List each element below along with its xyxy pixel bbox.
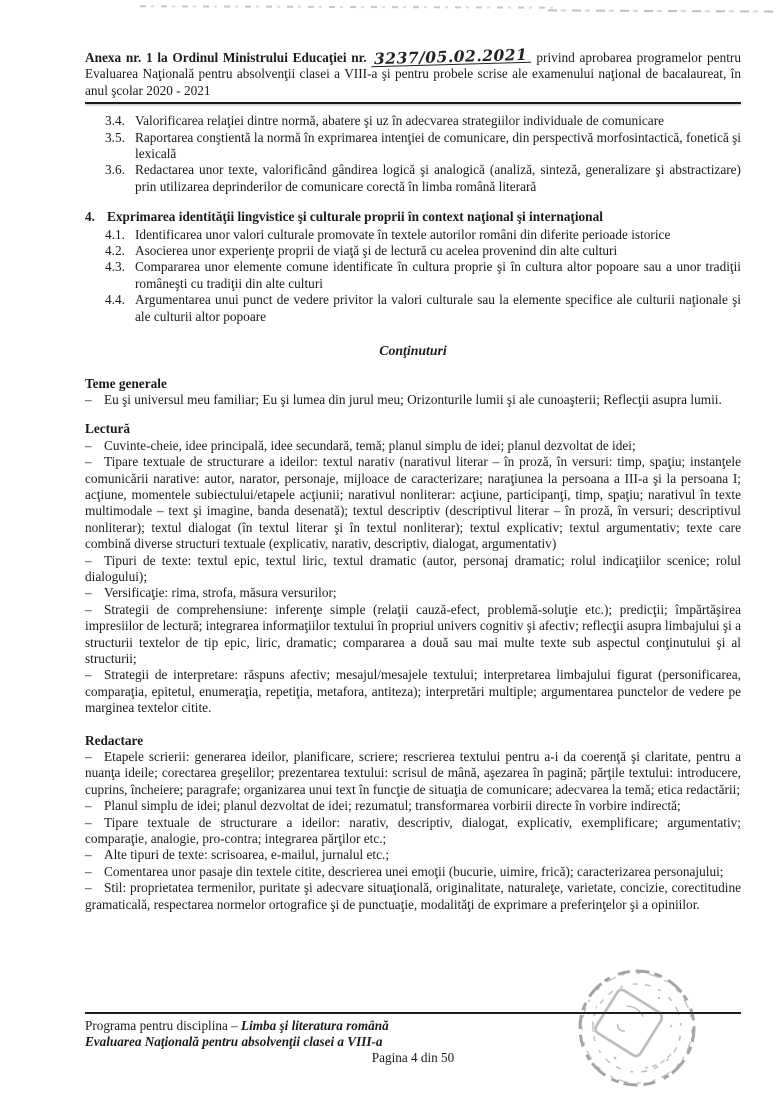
objective-item <box>85 130 741 163</box>
section-heading-teme-generale: Teme generale <box>85 375 167 391</box>
bullet-text: Comentarea unor pasaje din textele citite, descrierea unei emoţii (bucurie, uimire, frică); caracterizarea personajului; <box>104 863 724 879</box>
bullet-text: Tipare textuale de structurare a ideilor: textul narativ (narativul literar – în proză, în versuri: timp, spaţiu; instanţele comunicării narative: autor, narator, personaje, mijloace de caracterizare; naraţiunea la persoana a III-a şi la persoana I; acţiune, momentele subiectului/etapele acţiunii; narativul nonliterar: acţiune, participanţi, timp, spaţiu; narativul în texte multimodale – text şi imagine, banda desenată); textul descriptiv (descriptivul literar – în proză, în versuri; descriptivul nonliterar); textul dialogat (în textul literar şi în textul nonliterar); textul explicativ; textul argumentativ; texte care combină diverse structuri textuale (explicativ, narativ, descriptiv, dialogat, argumentativ) <box>85 454 741 552</box>
bullet-item <box>85 553 741 586</box>
dash-glyph: – <box>85 552 92 568</box>
objectives-list-4 <box>85 227 741 325</box>
objective-text: Compararea unor elemente comune identificate în cultura proprie şi în cultura altor popoare sau a unor tradiţii româneşti cu tradiţii din alte culturi <box>135 259 741 291</box>
dash-glyph: – <box>85 391 92 407</box>
objective-text: Identificarea unor valori culturale promovate în textele autorilor români din diferite perioade istorice <box>135 226 671 242</box>
objective-text: Argumentarea unui punct de vedere privitor la valori culturale sau la elemente specifice ale culturii naţionale şi ale culturii altor popoare <box>135 292 741 324</box>
objective-text: Redactarea unor texte, valorificând gândirea logică şi analogică (analiză, sinteză, generalizare şi abstractizare) prin utilizarea deprinderilor de comunicare corectă în limba română literară <box>135 162 741 194</box>
document-header <box>85 44 741 99</box>
bullet-item <box>85 392 741 408</box>
continuturi-title: Conţinuturi <box>379 343 447 359</box>
objective-text: Asocierea unor experienţe proprii de viaţă şi de lectură cu acelea provenind din alte culturi <box>135 243 618 259</box>
footer-discipline-title: Limba şi literatura română <box>241 1018 389 1033</box>
section-4-number: 4. <box>85 209 95 225</box>
bullet-item <box>85 798 741 814</box>
page-footer <box>85 1012 741 1067</box>
header-rule <box>85 102 741 104</box>
bullet-text: Versificaţie: rima, strofa, măsura versurilor; <box>104 585 337 601</box>
section-4-title: Exprimarea identităţii lingvistice şi culturale proprii în context naţional şi internaţional <box>107 209 603 225</box>
dash-glyph: – <box>85 798 92 814</box>
footer-line2: Evaluarea Naţională pentru absolvenţii clasei a VIII-a <box>85 1034 383 1050</box>
dash-glyph: – <box>85 667 92 683</box>
bullet-text: Eu şi universul meu familiar; Eu şi lumea din jurul meu; Orizonturile lumii şi ale cunoaşterii; Reflecţii asupra lumii. <box>104 391 722 407</box>
objective-number: 3.6. <box>105 162 125 178</box>
dash-glyph: – <box>85 454 92 470</box>
order-number-handwritten: 3237/05.02.2021 <box>371 48 532 67</box>
bullet-item <box>85 815 741 848</box>
objective-item <box>85 113 741 129</box>
dash-glyph: – <box>85 880 92 896</box>
bullet-text: Strategii de interpretare: răspuns afectiv; mesajul/mesajele textului; interpretarea limbajului figurat (personificarea, comparaţia, epitetul, enumeraţia, repetiţia, metafora, antiteza); interpretări multiple; argumentarea punctelor de vedere pe marginea textelor citite. <box>85 667 741 716</box>
bullet-text: Etapele scrierii: generarea ideilor, planificare, scriere; rescrierea textului pentru a-i da coerenţă şi claritate, pentru a nuanţa ideile; corectarea greşelilor; prezentarea textului: scrisul de mână, aşezarea în pagină; părţile textului: introducere, cuprins, încheiere; paragrafe; organizarea unui text în funcţie de situaţia de comunicare; adecvarea la temă; etica redactării; <box>85 749 741 797</box>
objective-item <box>85 162 741 195</box>
dash-glyph: – <box>85 601 92 617</box>
bullet-item <box>85 438 741 454</box>
scan-artifact-line <box>140 5 560 8</box>
bullet-text: Strategii de comprehensiune: inferenţe simple (relaţii cauză-efect, problemă-soluţie etc.); predicţii; împărtăşirea impresiilor de lectură; integrarea informaţiilor textului în propriul univers cognitiv şi afectiv; reflecţii asupra limbajului şi a structurii textelor de tip epic, liric, dramatic; compararea a două sau mai multe texte sub aspectul conţinutului şi al structurii; <box>85 601 741 666</box>
objectives-list-3 <box>85 113 741 195</box>
bullet-item <box>85 847 741 863</box>
footer-program-label: Programa pentru disciplina – <box>85 1018 242 1033</box>
bullet-item <box>85 667 741 716</box>
bullet-text: Tipare textuale de structurare a ideilor: narativ, descriptiv, dialogat, explicativ, exemplificare; argumentativ; comparaţie, analogie, pro-contra; integrarea părţilor etc.; <box>85 814 741 847</box>
objective-item <box>85 227 741 243</box>
dash-glyph: – <box>85 585 92 601</box>
dash-glyph: – <box>85 863 92 879</box>
dash-glyph: – <box>85 437 92 453</box>
objective-number: 4.3. <box>105 259 125 275</box>
bullet-item <box>85 585 741 601</box>
objective-number: 4.1. <box>105 226 125 242</box>
header-rest-text: privind aprobarea programelor pentru Evaluarea Naţională pentru absolvenţii clasei a VIII-a şi pentru probele scrise ale examenului naţional de bacalaureat, în anul şcolar 2020 - 2021 <box>85 50 741 98</box>
dash-glyph: – <box>85 749 92 765</box>
bullet-item <box>85 749 741 798</box>
document-page <box>85 44 741 913</box>
page-number: Pagina 4 din 50 <box>371 1050 455 1066</box>
dash-glyph: – <box>85 814 92 830</box>
objective-text: Raportarea conştientă la normă în exprimarea intenţiei de comunicare, din perspectivă morfosintactică, fonetică şi lexicală <box>135 129 741 162</box>
objective-text: Valorificarea relaţiei dintre normă, abatere şi uz în adecvarea strategiilor individuale de comunicare <box>135 113 665 129</box>
bullet-text: Planul simplu de idei; planul dezvoltat de idei; rezumatul; transformarea vorbirii directe în vorbire indirectă; <box>104 798 681 814</box>
bullet-item <box>85 454 741 552</box>
section-4-heading <box>85 209 741 225</box>
objective-number: 3.4. <box>105 113 125 129</box>
objective-number: 3.5. <box>105 129 125 145</box>
objective-number: 4.2. <box>105 243 125 259</box>
bullet-item <box>85 864 741 880</box>
objective-item <box>85 259 741 292</box>
section-heading-lectura: Lectură <box>85 421 131 437</box>
dash-glyph: – <box>85 847 92 863</box>
objective-item <box>85 243 741 259</box>
bullet-text: Cuvinte-cheie, idee principală, idee secundară, temă; planul simplu de idei; planul dezvoltat de idei; <box>104 437 636 453</box>
objective-item <box>85 292 741 325</box>
section-heading-redactare: Redactare <box>85 732 144 748</box>
bullet-text: Stil: proprietatea termenilor, puritate şi adecvare situaţională, originalitate, naturaleţe, varietate, concizie, corectitudine gramaticală, respectarea normelor ortografice şi de punctuaţie, modalităţi de exprimare a preferinţelor şi a opiniilor. <box>85 880 741 912</box>
scan-artifact-line <box>548 9 776 12</box>
header-bold-label: Anexa nr. 1 la Ordinul Ministrului Educaţiei nr. <box>85 50 367 65</box>
bullet-item <box>85 880 741 913</box>
bullet-text: Alte tipuri de texte: scrisoarea, e-mailul, jurnalul etc.; <box>104 847 390 863</box>
objective-number: 4.4. <box>105 292 125 308</box>
bullet-item <box>85 602 741 668</box>
footer-line1 <box>85 1018 741 1034</box>
bullet-text: Tipuri de texte: textul epic, textul liric, textul dramatic (autor, personaj dramatic; rolul indicaţiilor scenice; rolul dialogului); <box>85 552 741 584</box>
